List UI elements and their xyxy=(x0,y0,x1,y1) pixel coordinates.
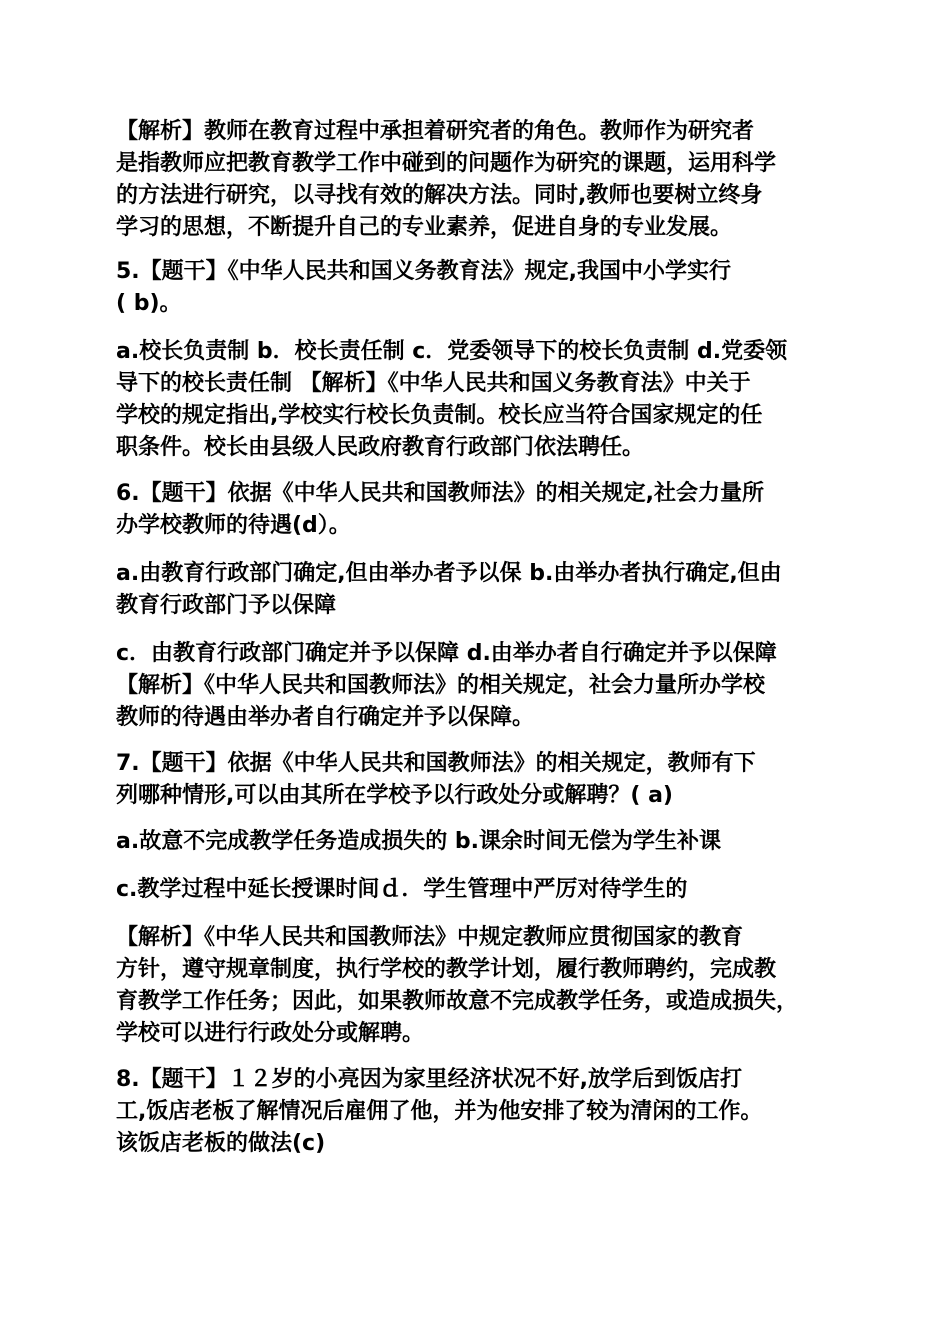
text-line: 【解析】《中华人民共和国教师法》中规定教师应贯彻国家的教育 xyxy=(116,925,744,950)
question-7-options-cd xyxy=(116,874,838,906)
text-line: a.由教育行政部门确定,但由举办者予以保 b.由举办者执行确定,但由 xyxy=(116,561,782,586)
text-line: a.校长负责制 b．校长责任制 c．党委领导下的校长负责制 d.党委领 xyxy=(116,339,788,364)
text-line: 8.【题干】１２岁的小亮因为家里经济状况不好,放学后到饭店打 xyxy=(116,1067,743,1092)
text-line: 【解析】《中华人民共和国教师法》的相关规定，社会力量所办学校 xyxy=(116,673,766,698)
text-line: 5.【题干】《中华人民共和国义务教育法》规定,我国中小学实行 xyxy=(116,259,732,284)
question-7-stem xyxy=(116,748,838,812)
text-line: 学习的思想，不断提升自己的专业素养，促进自身的专业发展。 xyxy=(116,215,733,240)
analysis-paragraph-q4 xyxy=(116,116,838,244)
text-line: 导下的校长责任制 【解析】《中华人民共和国义务教育法》中关于 xyxy=(116,371,751,396)
text-line: 6.【题干】依据《中华人民共和国教师法》的相关规定,社会力量所 xyxy=(116,481,765,506)
question-7-options-ab xyxy=(116,826,838,858)
text-line: 的方法进行研究，以寻找有效的解决方法。同时,教师也要树立终身 xyxy=(116,183,763,208)
text-line: a.故意不完成教学任务造成损失的 b.课余时间无偿为学生补课 xyxy=(116,829,721,854)
question-8-stem xyxy=(116,1064,838,1160)
question-5-stem xyxy=(116,256,838,320)
question-6-options-cd-analysis xyxy=(116,638,838,734)
text-line: 学校可以进行行政处分或解聘。 xyxy=(116,1021,425,1046)
text-line: 职条件。校长由县级人民政府教育行政部门依法聘任。 xyxy=(116,435,645,460)
text-line: 列哪种情形,可以由其所在学校予以行政处分或解聘？( a) xyxy=(116,783,673,808)
text-line: 【解析】教师在教育过程中承担着研究者的角色。教师作为研究者 xyxy=(116,119,755,144)
question-5-options-analysis xyxy=(116,336,838,464)
text-line: c.教学过程中延长授课时间ｄ．学生管理中严厉对待学生的 xyxy=(116,877,688,902)
text-line: 办学校教师的待遇(d）。 xyxy=(116,513,351,538)
question-6-options-ab xyxy=(116,558,838,622)
text-line: 方针，遵守规章制度，执行学校的教学计划，履行教师聘约，完成教 xyxy=(116,957,777,982)
text-line: ( b)。 xyxy=(116,291,182,316)
text-line: 教育行政部门予以保障 xyxy=(116,593,337,618)
question-6-stem xyxy=(116,478,838,542)
text-line: 育教学工作任务；因此，如果教师故意不完成教学任务，或造成损失， xyxy=(116,989,799,1014)
text-line: 工,饭店老板了解情况后雇佣了他，并为他安排了较为清闲的工作。 xyxy=(116,1099,763,1124)
text-line: 学校的规定指出,学校实行校长负责制。校长应当符合国家规定的任 xyxy=(116,403,763,428)
question-7-analysis xyxy=(116,922,838,1050)
text-line: 该饭店老板的做法(c) xyxy=(116,1131,326,1156)
text-line: 教师的待遇由举办者自行确定并予以保障。 xyxy=(116,705,535,730)
text-line: 7.【题干】依据《中华人民共和国教师法》的相关规定，教师有下 xyxy=(116,751,756,776)
text-line: c．由教育行政部门确定并予以保障 d.由举办者自行确定并予以保障 xyxy=(116,641,777,666)
text-line: 是指教师应把教育教学工作中碰到的问题作为研究的课题，运用科学 xyxy=(116,151,777,176)
